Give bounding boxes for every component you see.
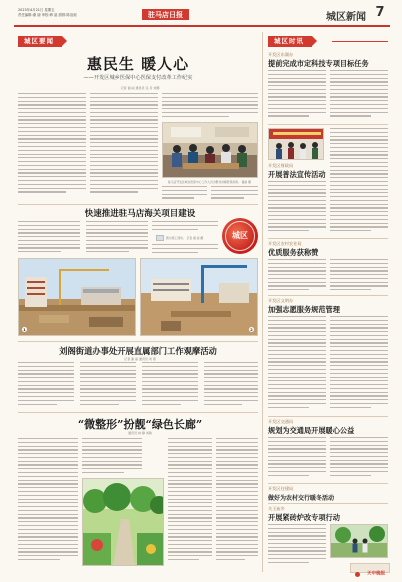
article2-body-col1 <box>18 221 80 257</box>
news-body-1a <box>268 70 326 122</box>
photo-marker-left: 1 <box>23 327 26 332</box>
article2-photo-small <box>156 235 164 241</box>
article3-body-col2 <box>80 362 136 408</box>
news-title-4: 加强志愿服务规范管理 <box>268 305 340 314</box>
paper-name: 驻马店日报 <box>148 10 183 19</box>
masthead-rule <box>14 25 390 27</box>
right-divider-1 <box>268 124 388 125</box>
news-body-2a <box>268 181 326 237</box>
divider-2 <box>18 341 258 342</box>
news-photo-7 <box>330 524 388 558</box>
article-body-col2 <box>90 93 158 201</box>
news-body-5a <box>268 437 326 481</box>
footer-brand-icon <box>355 572 360 577</box>
photo-marker-right: 2 <box>250 327 253 332</box>
news-body-4b <box>330 316 388 414</box>
news-title-6: 做好为农村交行暖冬活动 <box>268 495 335 502</box>
section-title: 城区新闻 <box>326 12 366 23</box>
right-divider-4 <box>268 416 388 417</box>
news-title-7: 开展紧砖炉改专项行动 <box>268 513 340 522</box>
right-section-label: 城区时讯 <box>274 37 304 45</box>
news-tag-6: 开发区住建局 <box>268 486 294 491</box>
masthead <box>0 0 402 32</box>
news-title-2: 开展普法宣传活动 <box>268 170 326 179</box>
article4-title: “微整形”扮靓“绿色长廊” <box>77 418 203 431</box>
article3-body-col3 <box>142 362 198 408</box>
inspection-photo-graphic <box>331 525 388 558</box>
news-title-3: 优质服务获称赞 <box>268 248 319 257</box>
news-tag-4: 开发区文明办 <box>268 298 294 303</box>
news-tag-7: 关王庙乡 <box>268 506 285 511</box>
photo1-caption: 驻马店开发区城乡医保中心工作人员为群众讲解医保政策。 谢丽 摄 <box>168 180 251 184</box>
main-byline: 记者 谢 丽 通讯员 张 丹 刘娜 <box>120 86 160 90</box>
article4-body-col2 <box>82 438 142 476</box>
divider-3 <box>18 412 258 413</box>
news-tag-1: 开发区东湖办 <box>268 52 294 57</box>
article2-body-col3 <box>152 221 218 233</box>
article-body-col5 <box>211 186 258 204</box>
right-divider-2 <box>268 238 388 239</box>
news-body-7a <box>268 524 326 568</box>
editor-line: 责任编辑:谢 丽 审校:韩 晶 照排:陈治琼 <box>18 13 77 17</box>
article-body-col4 <box>162 186 207 204</box>
promo-event-graphic <box>269 129 324 160</box>
article3-body-col1 <box>18 362 74 408</box>
news-title-1: 提前完成市定科技专项目标任务 <box>268 59 369 68</box>
news-tag-2: 开发区财政局 <box>268 163 294 168</box>
construction-photo-left <box>18 258 136 336</box>
article-body-col3 <box>162 93 258 121</box>
logo-text: 城区 <box>232 230 248 240</box>
page-number: 7 <box>375 5 385 20</box>
construction-left-graphic <box>19 259 136 336</box>
news-body-1b <box>330 70 388 122</box>
divider-1 <box>18 204 258 205</box>
article2-title: 快速推进驻马店海关项目建设 <box>84 209 196 219</box>
paper-logo <box>142 9 189 20</box>
main-headline: 惠民生 暖人心 <box>86 55 190 73</box>
article3-body-col4 <box>204 362 258 408</box>
news-body-4a <box>268 316 326 414</box>
construction-photo-right <box>140 258 258 336</box>
news-body-3a <box>268 259 326 293</box>
article2-body-col4 <box>152 244 218 257</box>
footer-brand <box>350 563 390 577</box>
right-divider-3 <box>268 295 388 296</box>
right-divider-6 <box>268 503 388 504</box>
construction-right-graphic <box>141 259 258 336</box>
article4-body-col1 <box>18 438 78 566</box>
article3-byline: 记者 谢 丽 通讯员 刘 燕 <box>124 357 156 361</box>
left-section-badge <box>18 36 62 47</box>
news-tag-5: 开发区交通局 <box>268 419 294 424</box>
meeting-photo-graphic <box>163 123 258 178</box>
news-tag-3: 开发区农村农业局 <box>268 241 302 246</box>
article-photo-meeting <box>162 122 258 178</box>
date-line: 2023年4月21日 星期五 <box>18 8 55 12</box>
news-photo-2 <box>268 128 324 160</box>
article4-byline: 通讯员 林 静 刘敏 <box>128 431 152 435</box>
article4-body-col3 <box>168 438 212 566</box>
city-district-logo <box>222 218 258 254</box>
article2-body-col2 <box>86 221 148 257</box>
green-corridor-photo <box>82 478 164 566</box>
main-subheadline: ——开发区城乡医保中心医保支付改革工作纪实 <box>83 75 193 81</box>
article4-body-col4 <box>216 438 258 566</box>
green-corridor-graphic <box>83 479 164 566</box>
right-divider-5 <box>268 483 388 484</box>
news-body-3b <box>330 259 388 293</box>
news-body-2b <box>330 128 388 236</box>
article2-caption: 图为施工现场。 记者 谢 丽 摄 <box>166 236 204 240</box>
article3-title: 刘阁街道办事处开展直属部门工作观摩活动 <box>59 346 217 356</box>
news-body-5b <box>330 437 388 481</box>
left-section-label: 城区要闻 <box>24 37 54 45</box>
right-badge-ornament <box>332 41 388 42</box>
news-title-5: 规划为交通局开展暖心公益 <box>268 426 355 435</box>
article-body-col1 <box>18 93 86 201</box>
right-section-badge <box>268 36 312 47</box>
footer-brand-text: 天中晚报 <box>367 571 386 577</box>
column-divider <box>262 32 263 572</box>
